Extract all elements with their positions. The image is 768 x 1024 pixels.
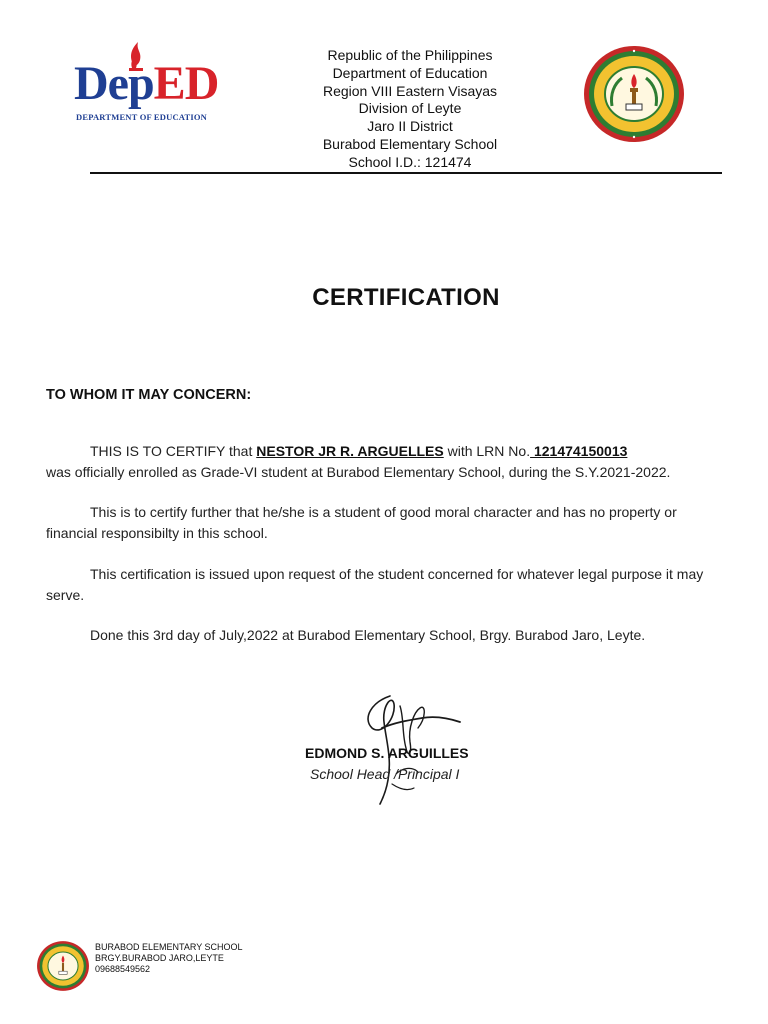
footer-address [95, 942, 243, 975]
school-seal-icon [582, 44, 686, 144]
header-divider [90, 172, 722, 174]
letterhead-line: Region VIII Eastern Visayas [322, 82, 498, 99]
deped-word-part2: ED [153, 57, 219, 110]
footer-school: BURABOD ELEMENTARY SCHOOL [95, 942, 243, 952]
footer-barangay: BRGY.BURABOD JARO,LEYTE [95, 953, 224, 963]
salutation: TO WHOM IT MAY CONCERN: [46, 387, 252, 403]
letterhead-line: School I.D.: 121474 [348, 153, 472, 170]
certify-paragraph [46, 441, 726, 482]
lrn-number: 121474150013 [530, 443, 628, 459]
letterhead-line: Republic of the Philippines [327, 47, 493, 63]
letterhead-line: Division of Leyte [358, 100, 462, 117]
letterhead-line: Jaro II District [367, 118, 453, 135]
letterhead [300, 47, 520, 172]
footer-seal-icon [36, 940, 90, 992]
purpose-text: This certification is issued upon request of the student concerned for whatever legal purpose it may serve. [46, 566, 704, 603]
student-name: NESTOR JR R. ARGUELLES [256, 443, 444, 459]
footer-phone: 09688549562 [95, 964, 151, 974]
deped-subtitle: DEPARTMENT OF EDUCATION [76, 112, 208, 122]
enrollment-text: was officially enrolled as Grade-VI student at Burabod Elementary School, during the S.Y.2021-2022. [46, 463, 671, 480]
date-paragraph [46, 625, 726, 646]
moral-character-paragraph [46, 502, 726, 543]
certify-prefix: THIS IS TO CERTIFY that [90, 443, 257, 459]
deped-word-part1: Dep [74, 57, 154, 110]
lrn-label: with LRN No. [443, 443, 531, 459]
signatory-name: EDMOND S. ARGUILLES [305, 745, 469, 761]
purpose-paragraph [46, 564, 726, 605]
deped-wordmark [74, 57, 219, 110]
date-text: Done this 3rd day of July,2022 at Burabod Elementary School, Brgy. Burabod Jaro, Leyte. [90, 627, 646, 643]
page-title: CERTIFICATION [312, 284, 500, 311]
deped-logo [72, 42, 219, 128]
letterhead-line: Burabod Elementary School [322, 135, 498, 152]
letterhead-line: Department of Education [332, 64, 488, 81]
moral-character-text: This is to certify further that he/she is a student of good moral character and has no property or financial responsibilty in this school. [46, 504, 677, 541]
signatory-position: School Head /Principal I [310, 766, 460, 782]
